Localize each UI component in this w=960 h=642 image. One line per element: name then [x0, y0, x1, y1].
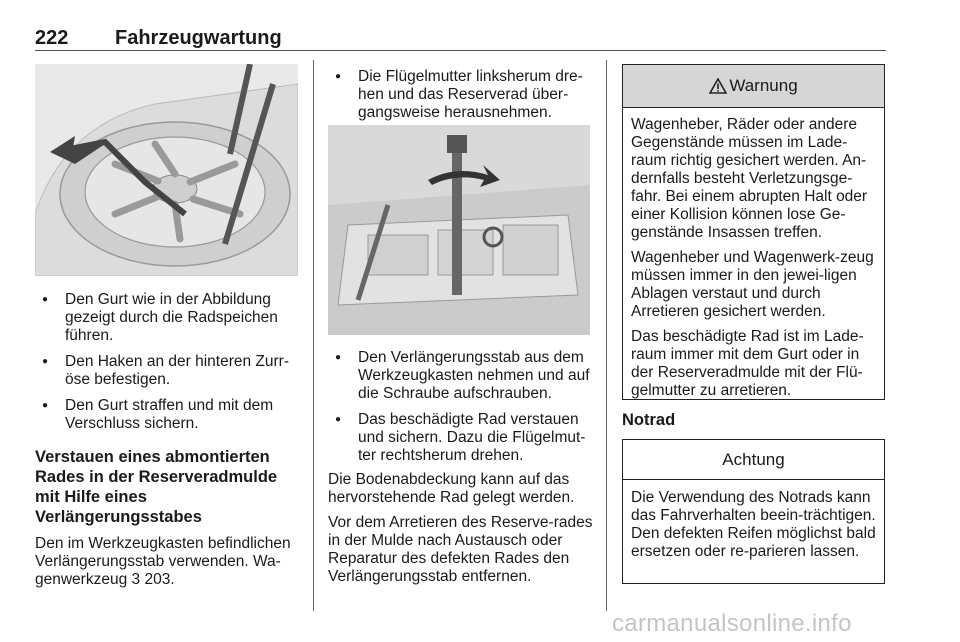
list-item: ● Den Gurt wie in der Abbildung gezeigt durch die Radspeichen führen. [35, 291, 300, 345]
list-item: ● Die Flügelmutter linksherum dre-hen und das Reserverad über-gangsweise herausnehmen. [328, 68, 593, 122]
list-item: ● Den Verlängerungsstab aus dem Werkzeugkasten nehmen und auf die Schraube aufschrauben. [328, 349, 593, 403]
warning-title: Warnung [729, 76, 798, 95]
section-heading-notrad: Notrad [622, 411, 676, 429]
column-2-top [328, 68, 593, 130]
spare-wheel-strap-illustration [35, 64, 298, 276]
chapter-title: Fahrzeugwartung [115, 27, 282, 49]
watermark: carmanualsonline.info [612, 610, 852, 637]
column-divider-1 [313, 60, 314, 611]
page-header [35, 27, 886, 51]
paragraph-text: Den im Werkzeugkasten befindlichen Verlängerungsstab verwenden. Wa-genwerkzeug [35, 535, 291, 588]
warning-body [623, 108, 884, 400]
caution-title: Achtung [623, 440, 884, 480]
paragraph: Vor dem Arretieren des Reserve-rades in der Mulde nach Austausch oder Reparatur des defekten Rades den Verlängerungsstab entfernen. [328, 514, 593, 585]
extension-rod-illustration [328, 125, 590, 335]
warning-paragraph: Wagenheber, Räder oder andere Gegenstände müssen im Lade-raum richtig gesichert werden. An-dernfalls besteht Verletzungsge-fahr. Bei einem abrupten Halt oder einer Kollision können lose Ge-genstände Insassen treffen. [631, 116, 868, 241]
page-number: 222 [35, 27, 69, 49]
paragraph: Die Bodenabdeckung kann auf das hervorstehende Rad gelegt werden. [328, 471, 575, 506]
page-reference-arrow-icon: 3 [131, 571, 141, 588]
warning-box [622, 64, 885, 400]
page-reference[interactable]: 203. [144, 571, 175, 588]
warning-header [623, 65, 884, 108]
column-2 [328, 349, 593, 593]
list-item: ● Das beschädigte Rad verstauen und sichern. Dazu die Flügelmut-ter rechtsherum drehen. [328, 411, 593, 465]
list-item: ● Den Haken an der hinteren Zurr-öse befestigen. [35, 353, 300, 389]
list-item: ● Den Gurt straffen und mit dem Verschluss sichern. [35, 397, 300, 433]
section-heading: Verstauen eines abmontierten Rades in der Reserveradmulde mit Hilfe eines Verlängerungsstabes [35, 448, 278, 526]
caution-text: Die Verwendung des Notrads kann das Fahrverhalten beein-trächtigen. Den defekten Reifen möglichst bald ersetzen oder re-parieren lassen. [631, 489, 876, 560]
column-divider-2 [606, 60, 607, 611]
caution-box [622, 439, 885, 584]
warning-triangle-icon [709, 78, 727, 94]
column-1 [35, 291, 300, 596]
warning-paragraph: Das beschädigte Rad ist im Lade-raum immer mit dem Gurt oder in der Reserveradmulde mit der Flü-gelmutter zu arretieren. [631, 328, 864, 399]
warning-paragraph: Wagenheber und Wagenwerk-zeug müssen immer in den jewei-ligen Ablagen verstaut und durch Arretieren gesichert werden. [631, 249, 874, 320]
paragraph [35, 535, 300, 589]
